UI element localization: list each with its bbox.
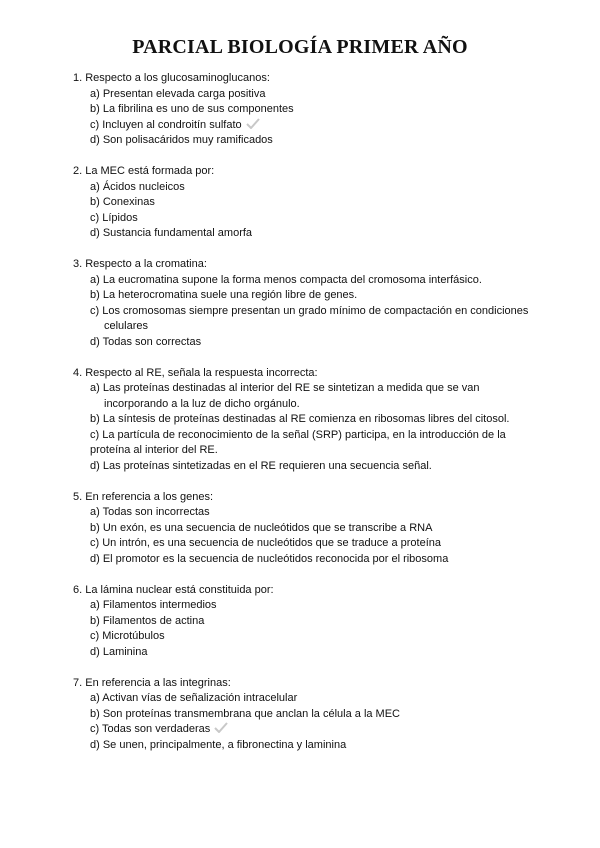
option-c: c) Microtúbulos: [90, 630, 165, 642]
option-b: b) Filamentos de actina: [90, 614, 205, 627]
checkmark-icon: [246, 118, 260, 129]
option-a: a) Filamentos intermedios: [90, 599, 217, 611]
option-list: [90, 273, 543, 351]
option-a: a) Ácidos nucleicos: [90, 180, 185, 193]
option-d: d) Todas son correctas: [90, 335, 202, 348]
option-b: b) Conexinas: [90, 196, 155, 208]
question-4: [73, 366, 543, 475]
option-c: [90, 118, 543, 134]
question-7: [73, 676, 543, 754]
option-c: [90, 722, 543, 738]
question-1: [73, 71, 543, 149]
question-text: 5. En referencia a los genes:: [73, 490, 214, 503]
option-c: c) Los cromosomas siempre presentan un grado mínimo de compactación en condiciones celulares: [90, 304, 529, 332]
question-text: 2. La MEC está formada por:: [73, 165, 215, 177]
option-list: [90, 87, 543, 149]
option-b: b) La heterocromatina suele una región libre de genes.: [90, 289, 358, 301]
option-d: d) Sustancia fundamental amorfa: [90, 227, 253, 239]
option-d: d) Se unen, principalmente, a fibronectina y laminina: [90, 738, 347, 751]
option-b: b) Son proteínas transmembrana que anclan la célula a la MEC: [90, 707, 401, 720]
question-2: [73, 164, 543, 242]
option-d: d) Laminina: [90, 645, 148, 658]
option-c: c) La partícula de reconocimiento de la señal (SRP) participa, en la introducción de la proteína al interior del RE.: [90, 428, 506, 456]
option-d: d) El promotor es la secuencia de nucleótidos reconocida por el ribosoma: [90, 552, 449, 565]
option-list: [90, 598, 543, 660]
question-text: 1. Respecto a los glucosaminoglucanos:: [73, 72, 270, 84]
question-list: [73, 71, 543, 769]
option-c: c) Lípidos: [90, 211, 138, 224]
option-c-label: c) Incluyen al condroitín sulfato: [90, 118, 242, 131]
page-title: PARCIAL BIOLOGÍA PRIMER AÑO: [132, 36, 468, 58]
question-6: [73, 583, 543, 661]
option-b: b) La fibrilina es uno de sus componentes: [90, 103, 294, 115]
question-3: [73, 257, 543, 350]
question-text: 3. Respecto a la cromatina:: [73, 258, 207, 270]
option-a: a) Activan vías de señalización intracelular: [90, 692, 298, 704]
option-a: a) Presentan elevada carga positiva: [90, 87, 266, 100]
option-list: [90, 381, 543, 474]
question-text: 6. La lámina nuclear está constituida por:: [73, 583, 274, 596]
option-c-label: c) Todas son verdaderas: [90, 723, 211, 735]
question-text: 4. Respecto al RE, señala la respuesta incorrecta:: [73, 366, 318, 379]
option-b: b) Un exón, es una secuencia de nucleótidos que se transcribe a RNA: [90, 521, 433, 534]
option-c: c) Un intrón, es una secuencia de nucleótidos que se traduce a proteína: [90, 537, 442, 549]
option-b: b) La síntesis de proteínas destinadas al RE comienza en ribosomas libres del citosol.: [90, 413, 510, 425]
question-5: [73, 490, 543, 568]
option-d: d) Las proteínas sintetizadas en el RE requieren una secuencia señal.: [90, 459, 432, 472]
option-list: [90, 691, 543, 753]
checkmark-icon: [214, 722, 228, 733]
option-d: d) Son polisacáridos muy ramificados: [90, 134, 273, 146]
option-list: [90, 505, 543, 567]
option-a: a) La eucromatina supone la forma menos compacta del cromosoma interfásico.: [90, 273, 482, 286]
option-a: a) Las proteínas destinadas al interior del RE se sintetizan a medida que se van incorporando a la luz de dicho orgánulo.: [90, 382, 480, 410]
question-text: 7. En referencia a las integrinas:: [73, 676, 231, 689]
option-a: a) Todas son incorrectas: [90, 506, 210, 518]
option-list: [90, 180, 543, 242]
